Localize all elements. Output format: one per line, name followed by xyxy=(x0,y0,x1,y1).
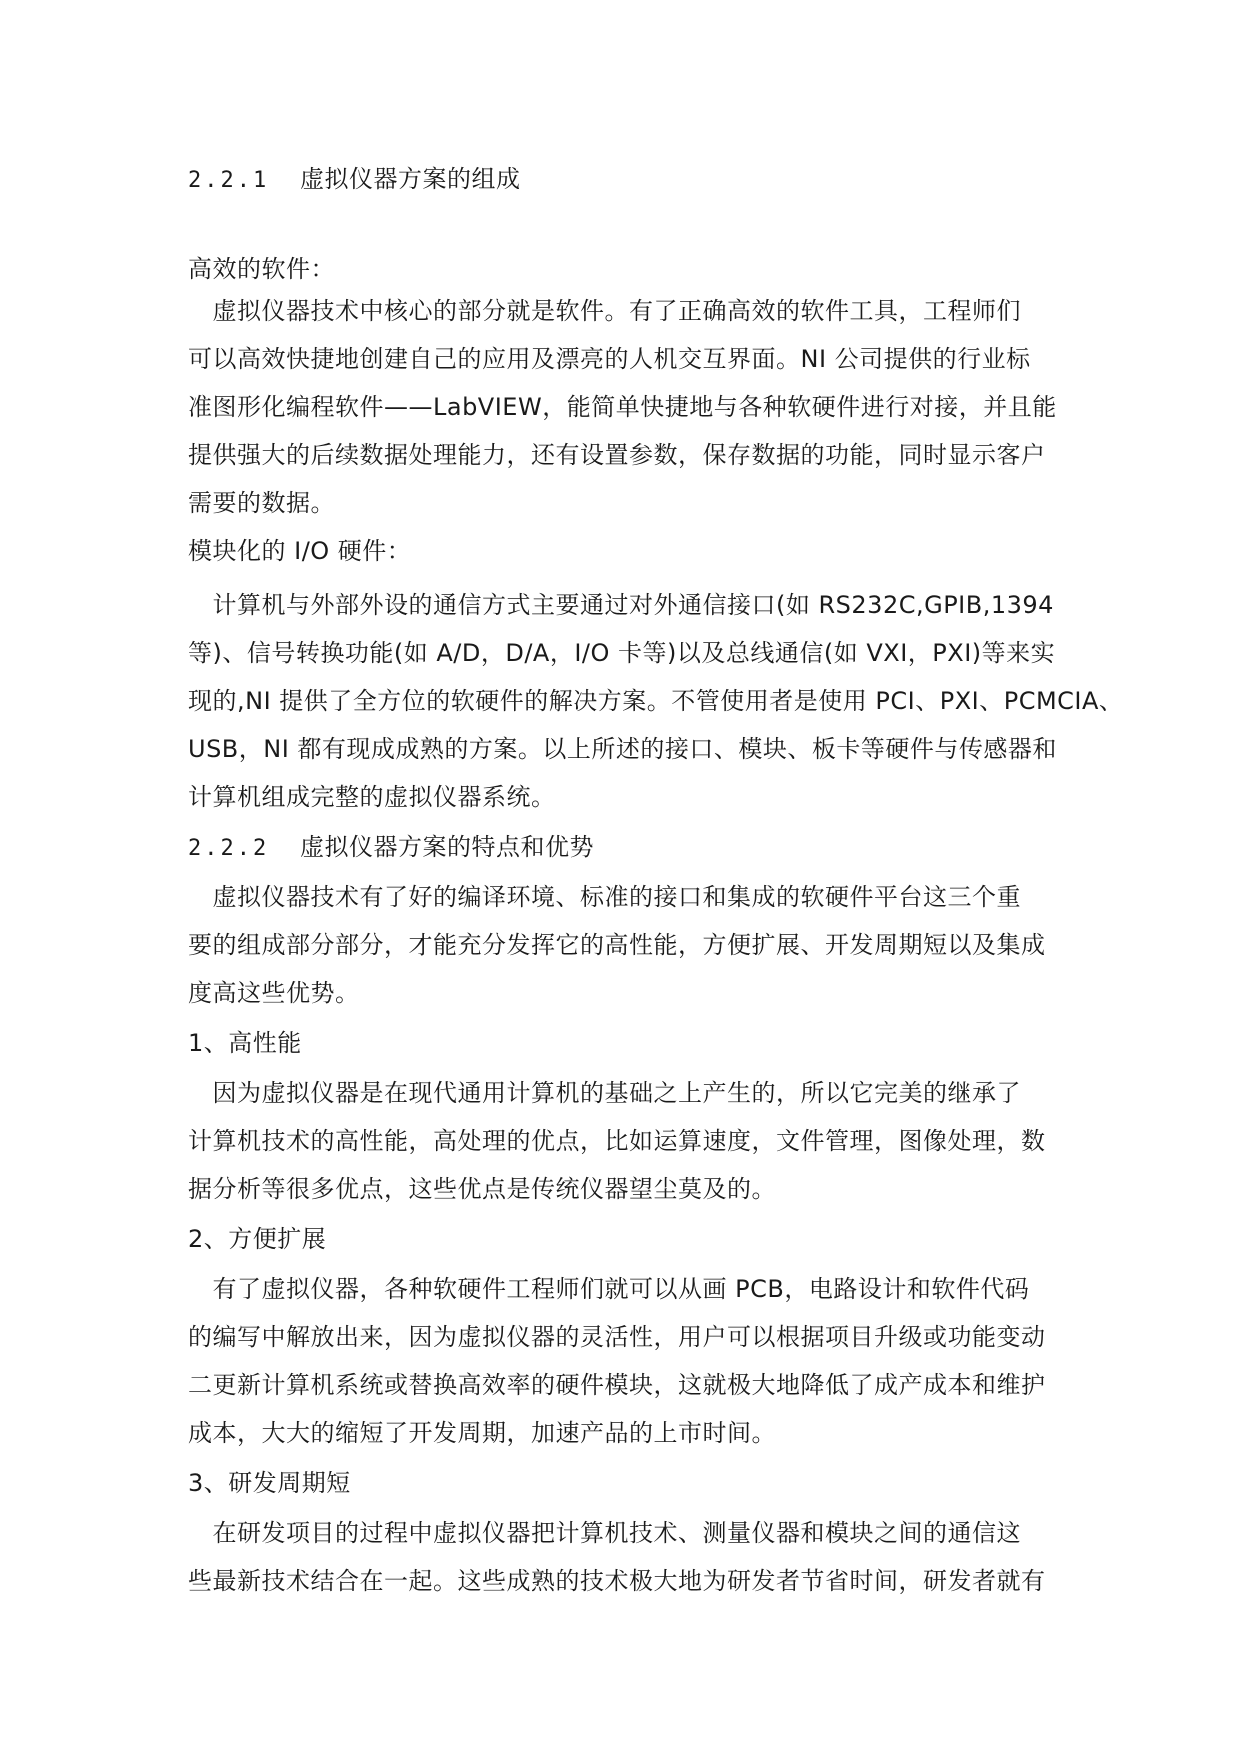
section-number: 2.2.1 xyxy=(188,168,270,193)
section-number: 2.2.2 xyxy=(188,836,270,861)
paragraph-line: 计算机组成完整的虚拟仪器系统。 xyxy=(188,783,556,811)
section-title: 虚拟仪器方案的组成 xyxy=(300,165,521,193)
paragraph-line: 需要的数据。 xyxy=(188,489,335,517)
paragraph-line: 据分析等很多优点，这些优点是传统仪器望尘莫及的。 xyxy=(188,1175,776,1203)
paragraph-line: 提供强大的后续数据处理能力，还有设置参数，保存数据的功能，同时显示客户 xyxy=(188,441,1046,469)
paragraph-line: 因为虚拟仪器是在现代通用计算机的基础之上产生的，所以它完美的继承了 xyxy=(188,1079,1021,1107)
paragraph-line: 等)、信号转换功能(如 A/D，D/A，I/O 卡等)以及总线通信(如 VXI，PXI)等来实 xyxy=(188,639,1056,667)
item-heading-3: 3、研发周期短 xyxy=(188,1469,351,1497)
paragraph-line: 虚拟仪器技术有了好的编译环境、标准的接口和集成的软硬件平台这三个重 xyxy=(188,883,1021,911)
paragraph-line: 现的,NI 提供了全方位的软硬件的解决方案。不管使用者是使用 PCI、PXI、PCMCIA、 xyxy=(188,687,1124,715)
subheading-hardware: 模块化的 I/O 硬件： xyxy=(188,537,412,565)
paragraph-line: 要的组成部分部分，才能充分发挥它的高性能，方便扩展、开发周期短以及集成 xyxy=(188,931,1046,959)
paragraph-line: 准图形化编程软件——LabVIEW，能简单快捷地与各种软硬件进行对接，并且能 xyxy=(188,393,1057,421)
paragraph-line: 些最新技术结合在一起。这些成熟的技术极大地为研发者节省时间，研发者就有 xyxy=(188,1567,1046,1595)
item-heading-1: 1、高性能 xyxy=(188,1029,302,1057)
section-heading-2-2-2 xyxy=(188,830,1068,866)
paragraph-line: 成本，大大的缩短了开发周期，加速产品的上市时间。 xyxy=(188,1419,776,1447)
paragraph-line: 可以高效快捷地创建自己的应用及漂亮的人机交互界面。NI 公司提供的行业标 xyxy=(188,345,1031,373)
paragraph-line: 在研发项目的过程中虚拟仪器把计算机技术、测量仪器和模块之间的通信这 xyxy=(188,1519,1021,1547)
paragraph-line: 度高这些优势。 xyxy=(188,979,360,1007)
paragraph-line: 的编写中解放出来，因为虚拟仪器的灵活性，用户可以根据项目升级或功能变动 xyxy=(188,1323,1046,1351)
paragraph-line: USB，NI 都有现成成熟的方案。以上所述的接口、模块、板卡等硬件与传感器和 xyxy=(188,735,1057,763)
paragraph-line: 有了虚拟仪器，各种软硬件工程师们就可以从画 PCB，电路设计和软件代码 xyxy=(188,1275,1030,1303)
paragraph-line: 计算机与外部外设的通信方式主要通过对外通信接口(如 RS232C,GPIB,1394 xyxy=(188,591,1054,619)
section-title: 虚拟仪器方案的特点和优势 xyxy=(300,833,594,861)
subheading-software: 高效的软件： xyxy=(188,255,335,283)
paragraph-line: 虚拟仪器技术中核心的部分就是软件。有了正确高效的软件工具，工程师们 xyxy=(188,297,1021,325)
paragraph-line: 二更新计算机系统或替换高效率的硬件模块，这就极大地降低了成产成本和维护 xyxy=(188,1371,1046,1399)
paragraph-line: 计算机技术的高性能，高处理的优点，比如运算速度，文件管理，图像处理，数 xyxy=(188,1127,1046,1155)
section-heading-2-2-1 xyxy=(188,162,1068,198)
item-heading-2: 2、方便扩展 xyxy=(188,1225,327,1253)
